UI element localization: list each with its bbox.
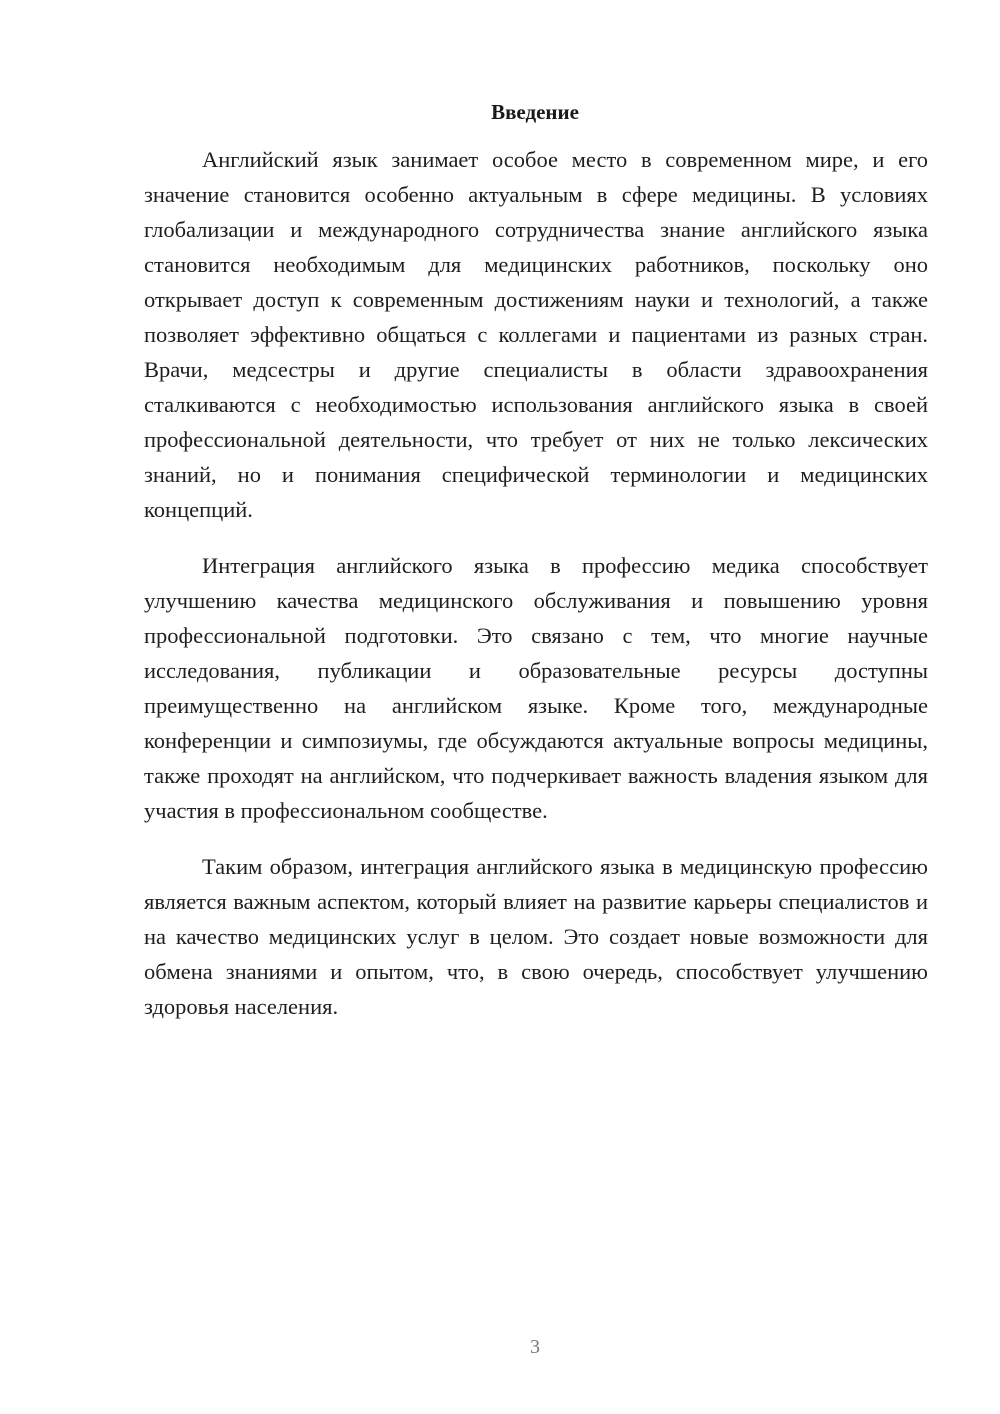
paragraph-2: Интеграция английского языка в профессию медика способствует улучшению качества медицинского обслуживания и повышению уровня профессиональной подготовки. Это связано с тем, что многие научные исследования, публикации и образовательные ресурсы доступны преимущественно на английском языке. Кроме того, международные конференции и симпозиумы, где обсуждаются актуальные вопросы медицины, также проходят на английском, что подчеркивает важность владения языком для участия в профессиональном сообществе.: [144, 553, 928, 823]
paragraph-1: Английский язык занимает особое место в современном мире, и его значение становится особенно актуальным в сфере медицины. В условиях глобализации и международного сотрудничества знание английского языка становится необходимым для медицинских работников, поскольку оно открывает доступ к современным достижениям науки и технологий, а также позволяет эффективно общаться с коллегами и пациентами из разных стран. Врачи, медсестры и другие специалисты в области здравоохранения сталкиваются с необходимостью использования английского языка в своей профессиональной деятельности, что требует от них не только лексических знаний, но и понимания специфической терминологии и медицинских концепций.: [144, 147, 928, 522]
paragraph-3: Таким образом, интеграция английского языка в медицинскую профессию является важным аспектом, который влияет на развитие карьеры специалистов и на качество медицинских услуг в целом. Это создает новые возможности для обмена знаниями и опытом, что, в свою очередь, способствует улучшению здоровья населения.: [144, 854, 928, 1019]
section-heading: Введение: [491, 100, 579, 124]
document-body: [144, 142, 928, 1045]
page-number: 3: [530, 1336, 540, 1358]
